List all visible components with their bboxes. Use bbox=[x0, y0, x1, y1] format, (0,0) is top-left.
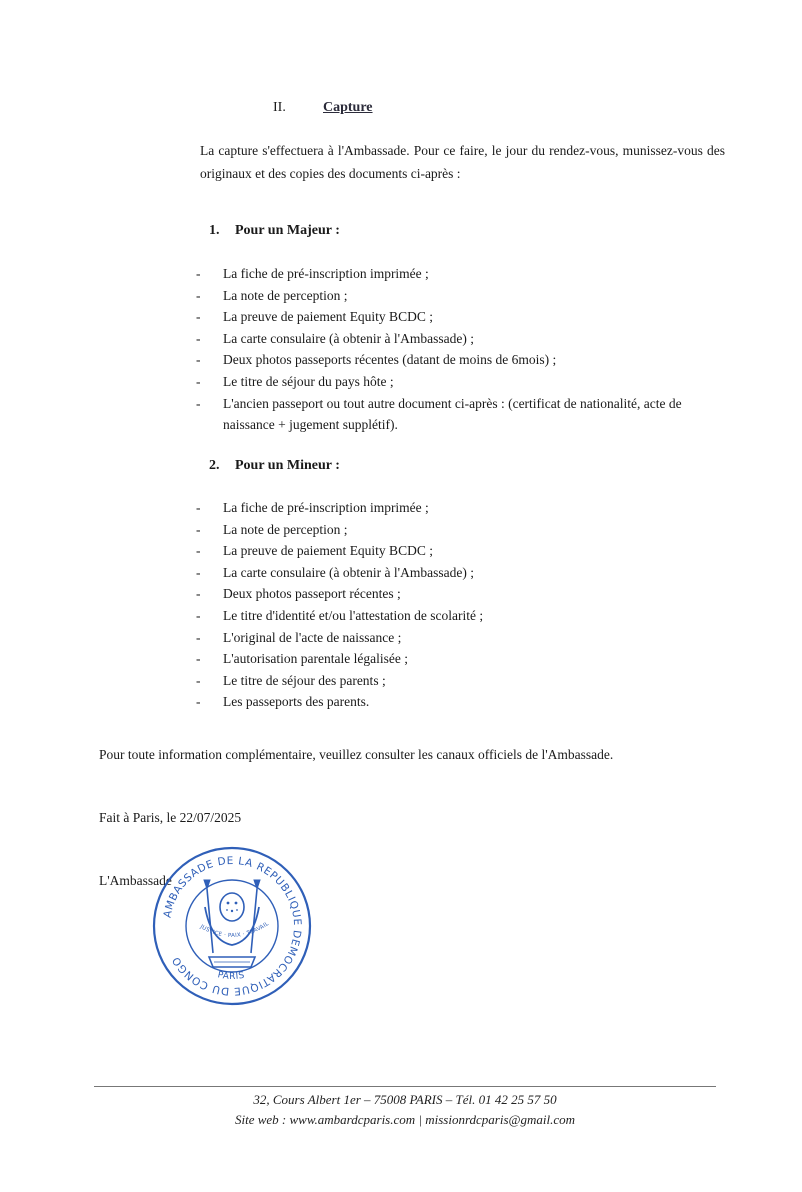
list-marker: - bbox=[196, 309, 201, 325]
list-item: - La carte consulaire (à obtenir à l'Ambassade) ; bbox=[196, 562, 726, 584]
list-marker: - bbox=[196, 543, 201, 559]
list-item: - L'ancien passeport ou tout autre document ci-après : (certificat de nationalité, acte de naissance + jugement supplétif). bbox=[196, 393, 726, 436]
list-marker: - bbox=[196, 266, 201, 281]
section-heading bbox=[273, 100, 373, 116]
section-title: Capture bbox=[323, 100, 373, 115]
seal-city: PARIS bbox=[216, 970, 246, 983]
list-marker: - bbox=[196, 586, 201, 602]
list-marker: - bbox=[196, 287, 201, 303]
list-item: - Le titre d'identité et/ou l'attestation de scolarité ; bbox=[196, 605, 726, 627]
list-item: - La preuve de paiement Equity BCDC ; bbox=[196, 540, 726, 562]
footer-divider bbox=[94, 1086, 716, 1087]
intro-paragraph: La capture s'effectuera à l'Ambassade. Pour ce faire, le jour du rendez-vous, munissez-vous des originaux et des copies des documents ci-après : bbox=[200, 143, 725, 181]
seal-ring-text: AMBASSADE DE LA REPUBLIQUE DEMOCRATIQUE DU CONGO bbox=[161, 854, 304, 998]
list-marker: - bbox=[196, 330, 201, 346]
seal-motto: JUSTICE · PAIX · TRAVAIL bbox=[198, 920, 271, 940]
list-item: - L'original de l'acte de naissance ; bbox=[196, 627, 726, 649]
list-item: - La preuve de paiement Equity BCDC ; bbox=[196, 306, 726, 328]
list-marker: - bbox=[196, 395, 201, 411]
majeur-list bbox=[196, 263, 726, 436]
footer-web: Site web : www.ambardcparis.com | missionrdcparis@gmail.com bbox=[234, 1112, 576, 1127]
list-marker: - bbox=[196, 607, 201, 623]
list-item: - La fiche de pré-inscription imprimée ; bbox=[196, 497, 726, 519]
list-item: - La carte consulaire (à obtenir à l'Ambassade) ; bbox=[196, 328, 726, 350]
list-item: - La note de perception ; bbox=[196, 285, 726, 307]
majeur-number: 1. bbox=[209, 223, 220, 238]
list-marker: - bbox=[196, 672, 201, 688]
svg-text:PARIS bbox=[217, 970, 246, 982]
majeur-title: Pour un Majeur : bbox=[235, 223, 340, 238]
list-item: - L'autorisation parentale légalisée ; bbox=[196, 648, 726, 670]
list-marker: - bbox=[196, 564, 201, 580]
signature-date: Fait à Paris, le 22/07/2025 bbox=[99, 810, 242, 825]
signatory-label: L'Ambassade bbox=[99, 873, 172, 888]
list-marker: - bbox=[196, 651, 201, 667]
list-item: - Deux photos passeports récentes (datant de moins de 6mois) ; bbox=[196, 349, 726, 371]
list-marker: - bbox=[196, 694, 201, 710]
mineur-title: Pour un Mineur : bbox=[235, 458, 340, 473]
embassy-seal-stamp bbox=[151, 845, 313, 1007]
closing-paragraph: Pour toute information complémentaire, veuillez consulter les canaux officiels de l'Ambassade. bbox=[99, 747, 614, 762]
mineur-number: 2. bbox=[209, 458, 220, 473]
list-marker: - bbox=[196, 373, 201, 389]
mineur-heading bbox=[209, 458, 340, 474]
list-item: - Le titre de séjour du pays hôte ; bbox=[196, 371, 726, 393]
list-marker: - bbox=[196, 521, 201, 537]
list-item: - Le titre de séjour des parents ; bbox=[196, 670, 726, 692]
section-number: II. bbox=[273, 100, 286, 115]
list-marker: - bbox=[196, 352, 201, 368]
majeur-heading bbox=[209, 223, 340, 239]
list-item: - La fiche de pré-inscription imprimée ; bbox=[196, 263, 726, 285]
footer-address: 32, Cours Albert 1er – 75008 PARIS – Tél. 01 42 25 57 50 bbox=[253, 1092, 557, 1107]
list-item: - Les passeports des parents. bbox=[196, 691, 726, 713]
list-marker: - bbox=[196, 500, 201, 515]
list-item: - La note de perception ; bbox=[196, 519, 726, 541]
list-marker: - bbox=[196, 629, 201, 645]
mineur-list bbox=[196, 497, 726, 713]
list-item: - Deux photos passeport récentes ; bbox=[196, 583, 726, 605]
